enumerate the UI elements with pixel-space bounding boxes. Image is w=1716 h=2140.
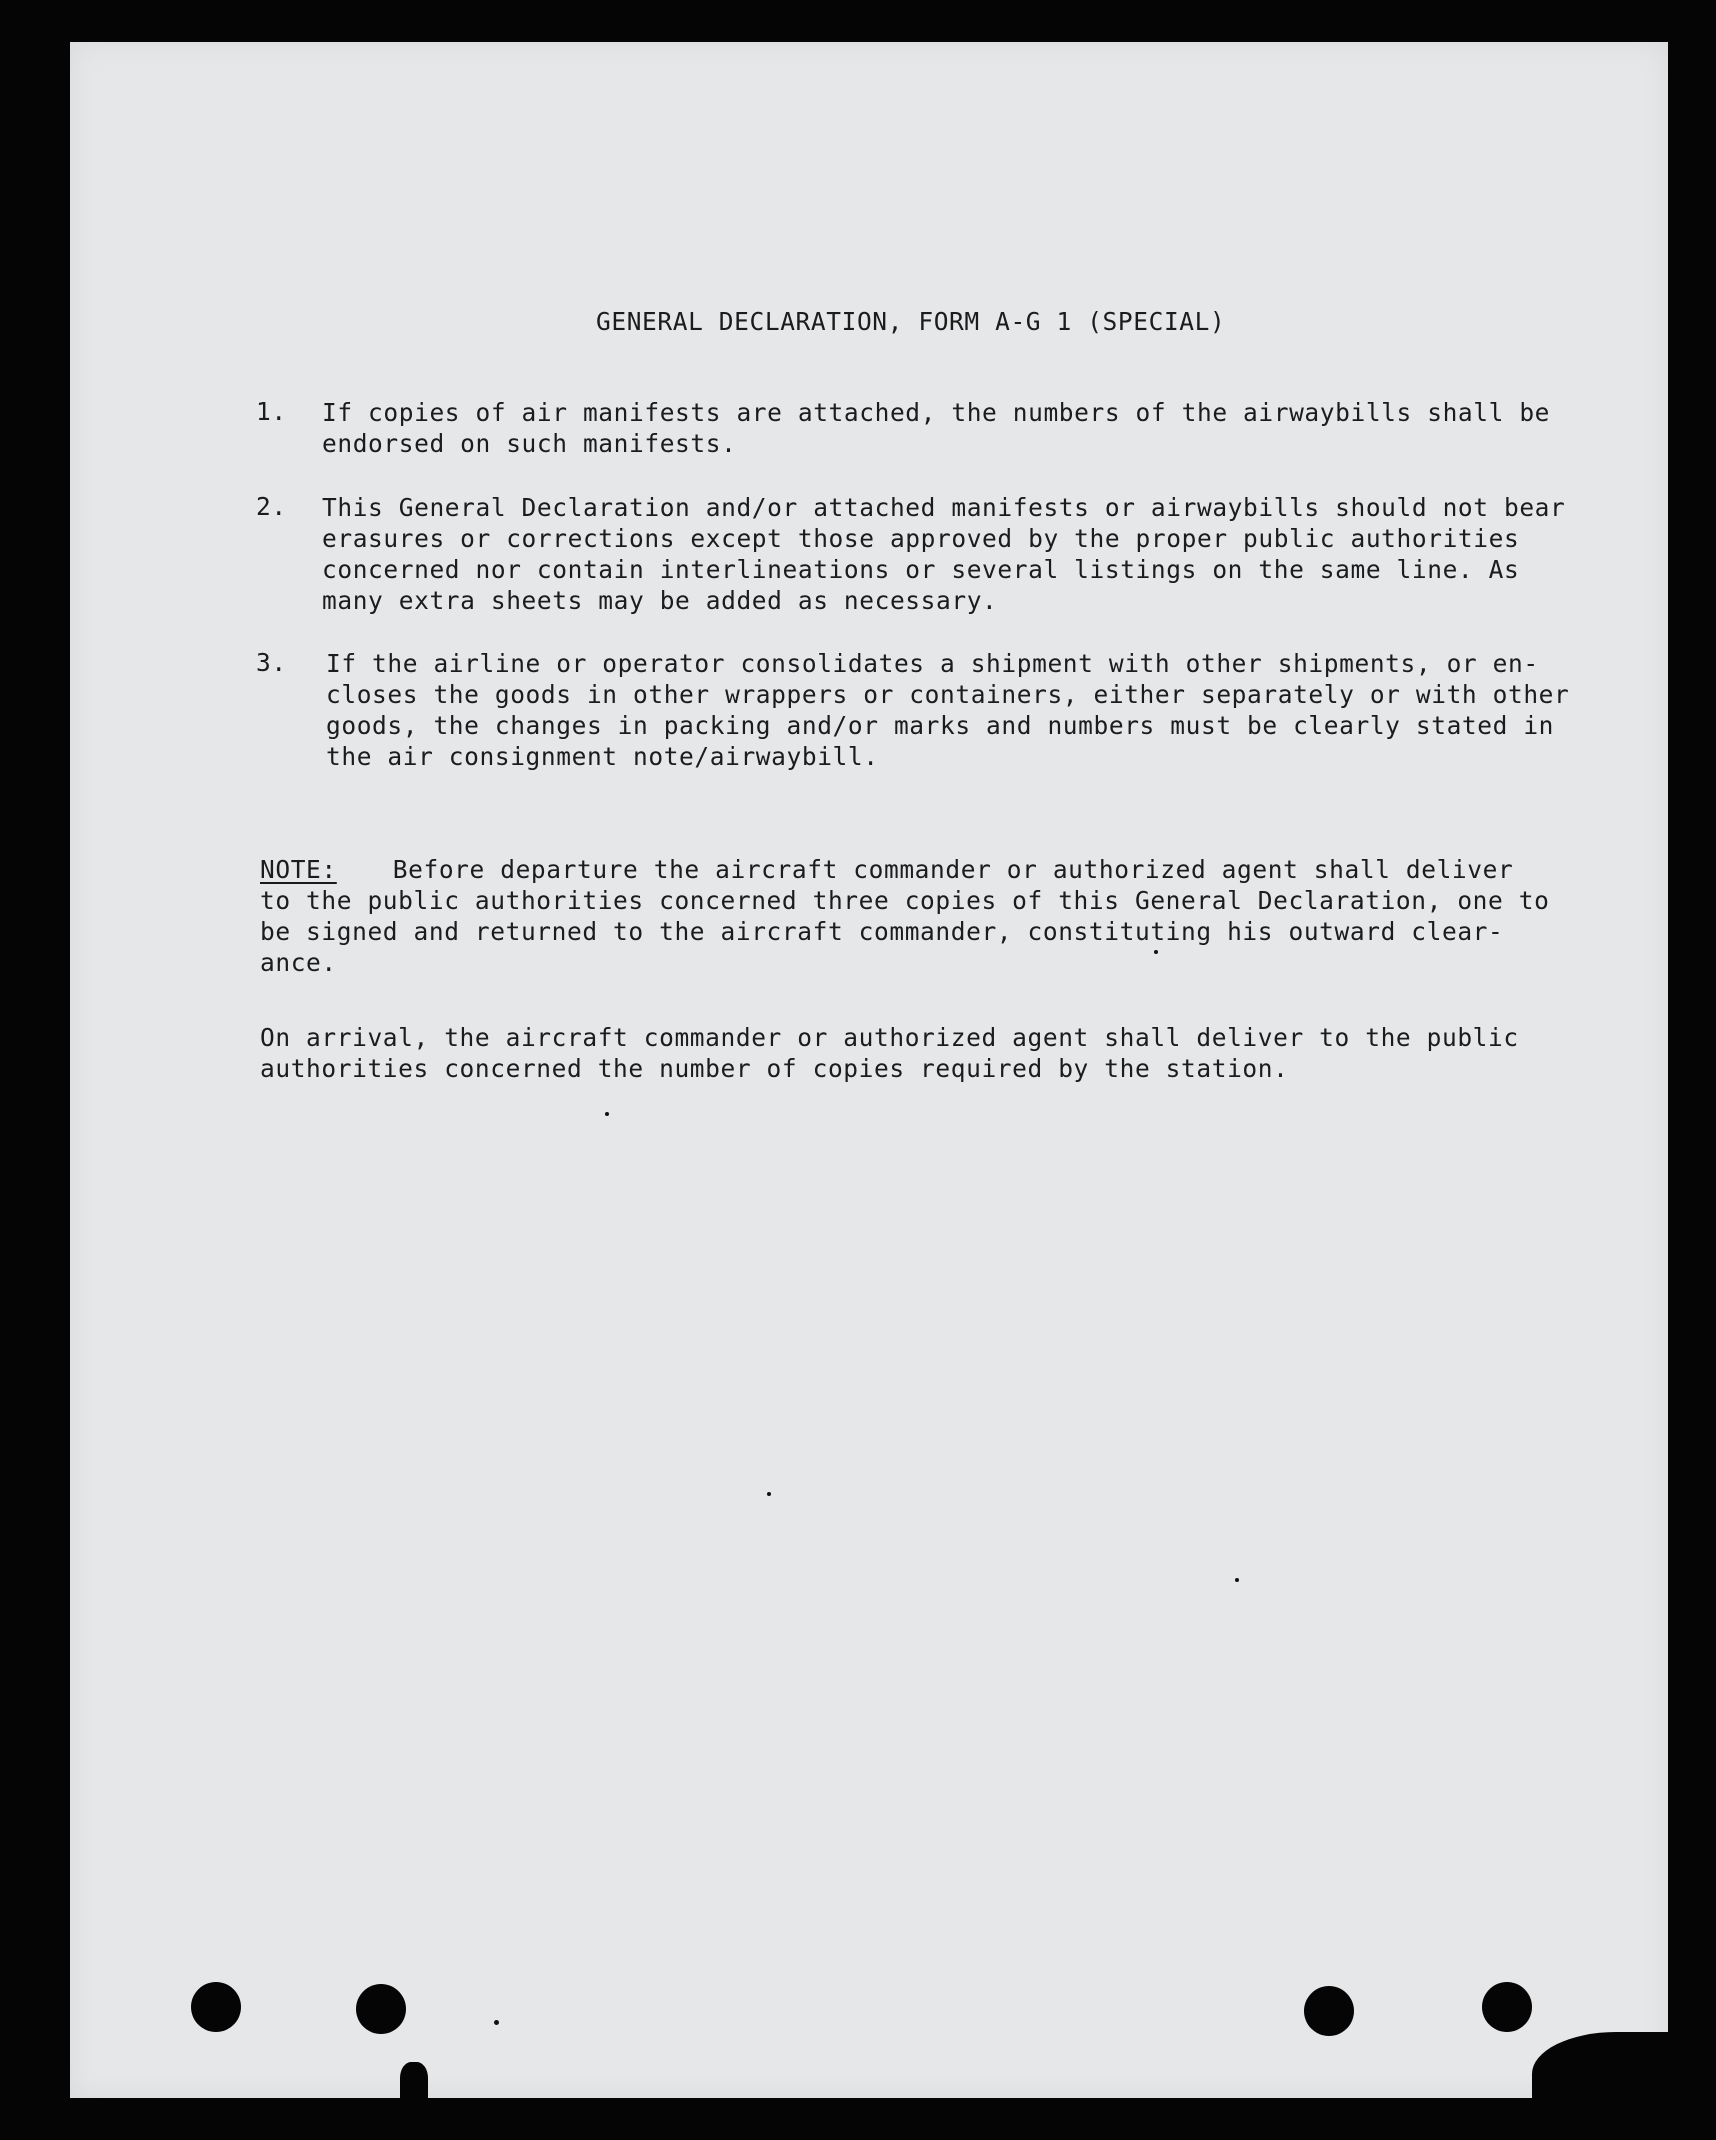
item-number: 3. (256, 648, 287, 677)
item-text (322, 492, 1566, 616)
item-line: If the airline or operator consolidates a shipment with other shipments, or en- (326, 649, 1539, 678)
item-line: erasures or corrections except those approved by the proper public authorities (322, 524, 1520, 553)
scan-speck (767, 1492, 771, 1496)
numbered-item-3 (256, 648, 1570, 772)
note-line: ance. (260, 948, 337, 977)
item-line: This General Declaration and/or attached manifests or airwaybills should not bear (322, 493, 1566, 522)
arrival-line: On arrival, the aircraft commander or authorized agent shall deliver to the public (260, 1023, 1519, 1052)
numbered-item-1 (256, 397, 1551, 459)
note-label: NOTE: (260, 855, 337, 884)
numbered-item-2 (256, 492, 1566, 616)
note-paragraph (260, 854, 1550, 978)
item-number: 2. (256, 492, 287, 521)
note-line: to the public authorities concerned three copies of this General Declaration, one to (260, 886, 1550, 915)
punch-hole (356, 1984, 406, 2034)
punch-hole (1304, 1986, 1354, 2036)
scan-speck (1154, 950, 1158, 954)
item-line: If copies of air manifests are attached, the numbers of the airwaybills shall be (322, 398, 1551, 427)
item-number: 1. (256, 397, 287, 426)
document-title: GENERAL DECLARATION, FORM A-G 1 (SPECIAL) (596, 307, 1226, 336)
scan-speck (605, 1112, 609, 1116)
arrival-paragraph (260, 1022, 1519, 1084)
note-text: Before departure the aircraft commander or authorized agent shall deliver (392, 855, 1514, 884)
scan-speck (494, 2020, 499, 2025)
item-line: goods, the changes in packing and/or marks and numbers must be clearly stated in (326, 711, 1555, 740)
note-line: be signed and returned to the aircraft commander, constituting his outward clear- (260, 917, 1504, 946)
document-body (70, 42, 1668, 2098)
item-line: the air consignment note/airwaybill. (326, 742, 879, 771)
item-line: concerned nor contain interlineations or several listings on the same line. As (322, 555, 1520, 584)
arrival-line: authorities concerned the number of copies required by the station. (260, 1054, 1289, 1083)
item-line: closes the goods in other wrappers or containers, either separately or with other (326, 680, 1570, 709)
scan-speck (1235, 1578, 1239, 1582)
item-line: endorsed on such manifests. (322, 429, 737, 458)
paper-sheet (70, 42, 1668, 2098)
item-line: many extra sheets may be added as necessary. (322, 586, 998, 615)
note-first-line (260, 854, 1514, 885)
punch-hole (191, 1982, 241, 2032)
torn-edge (400, 2062, 428, 2102)
punch-hole (1482, 1982, 1532, 2032)
item-text (322, 397, 1551, 459)
item-text (326, 648, 1570, 772)
